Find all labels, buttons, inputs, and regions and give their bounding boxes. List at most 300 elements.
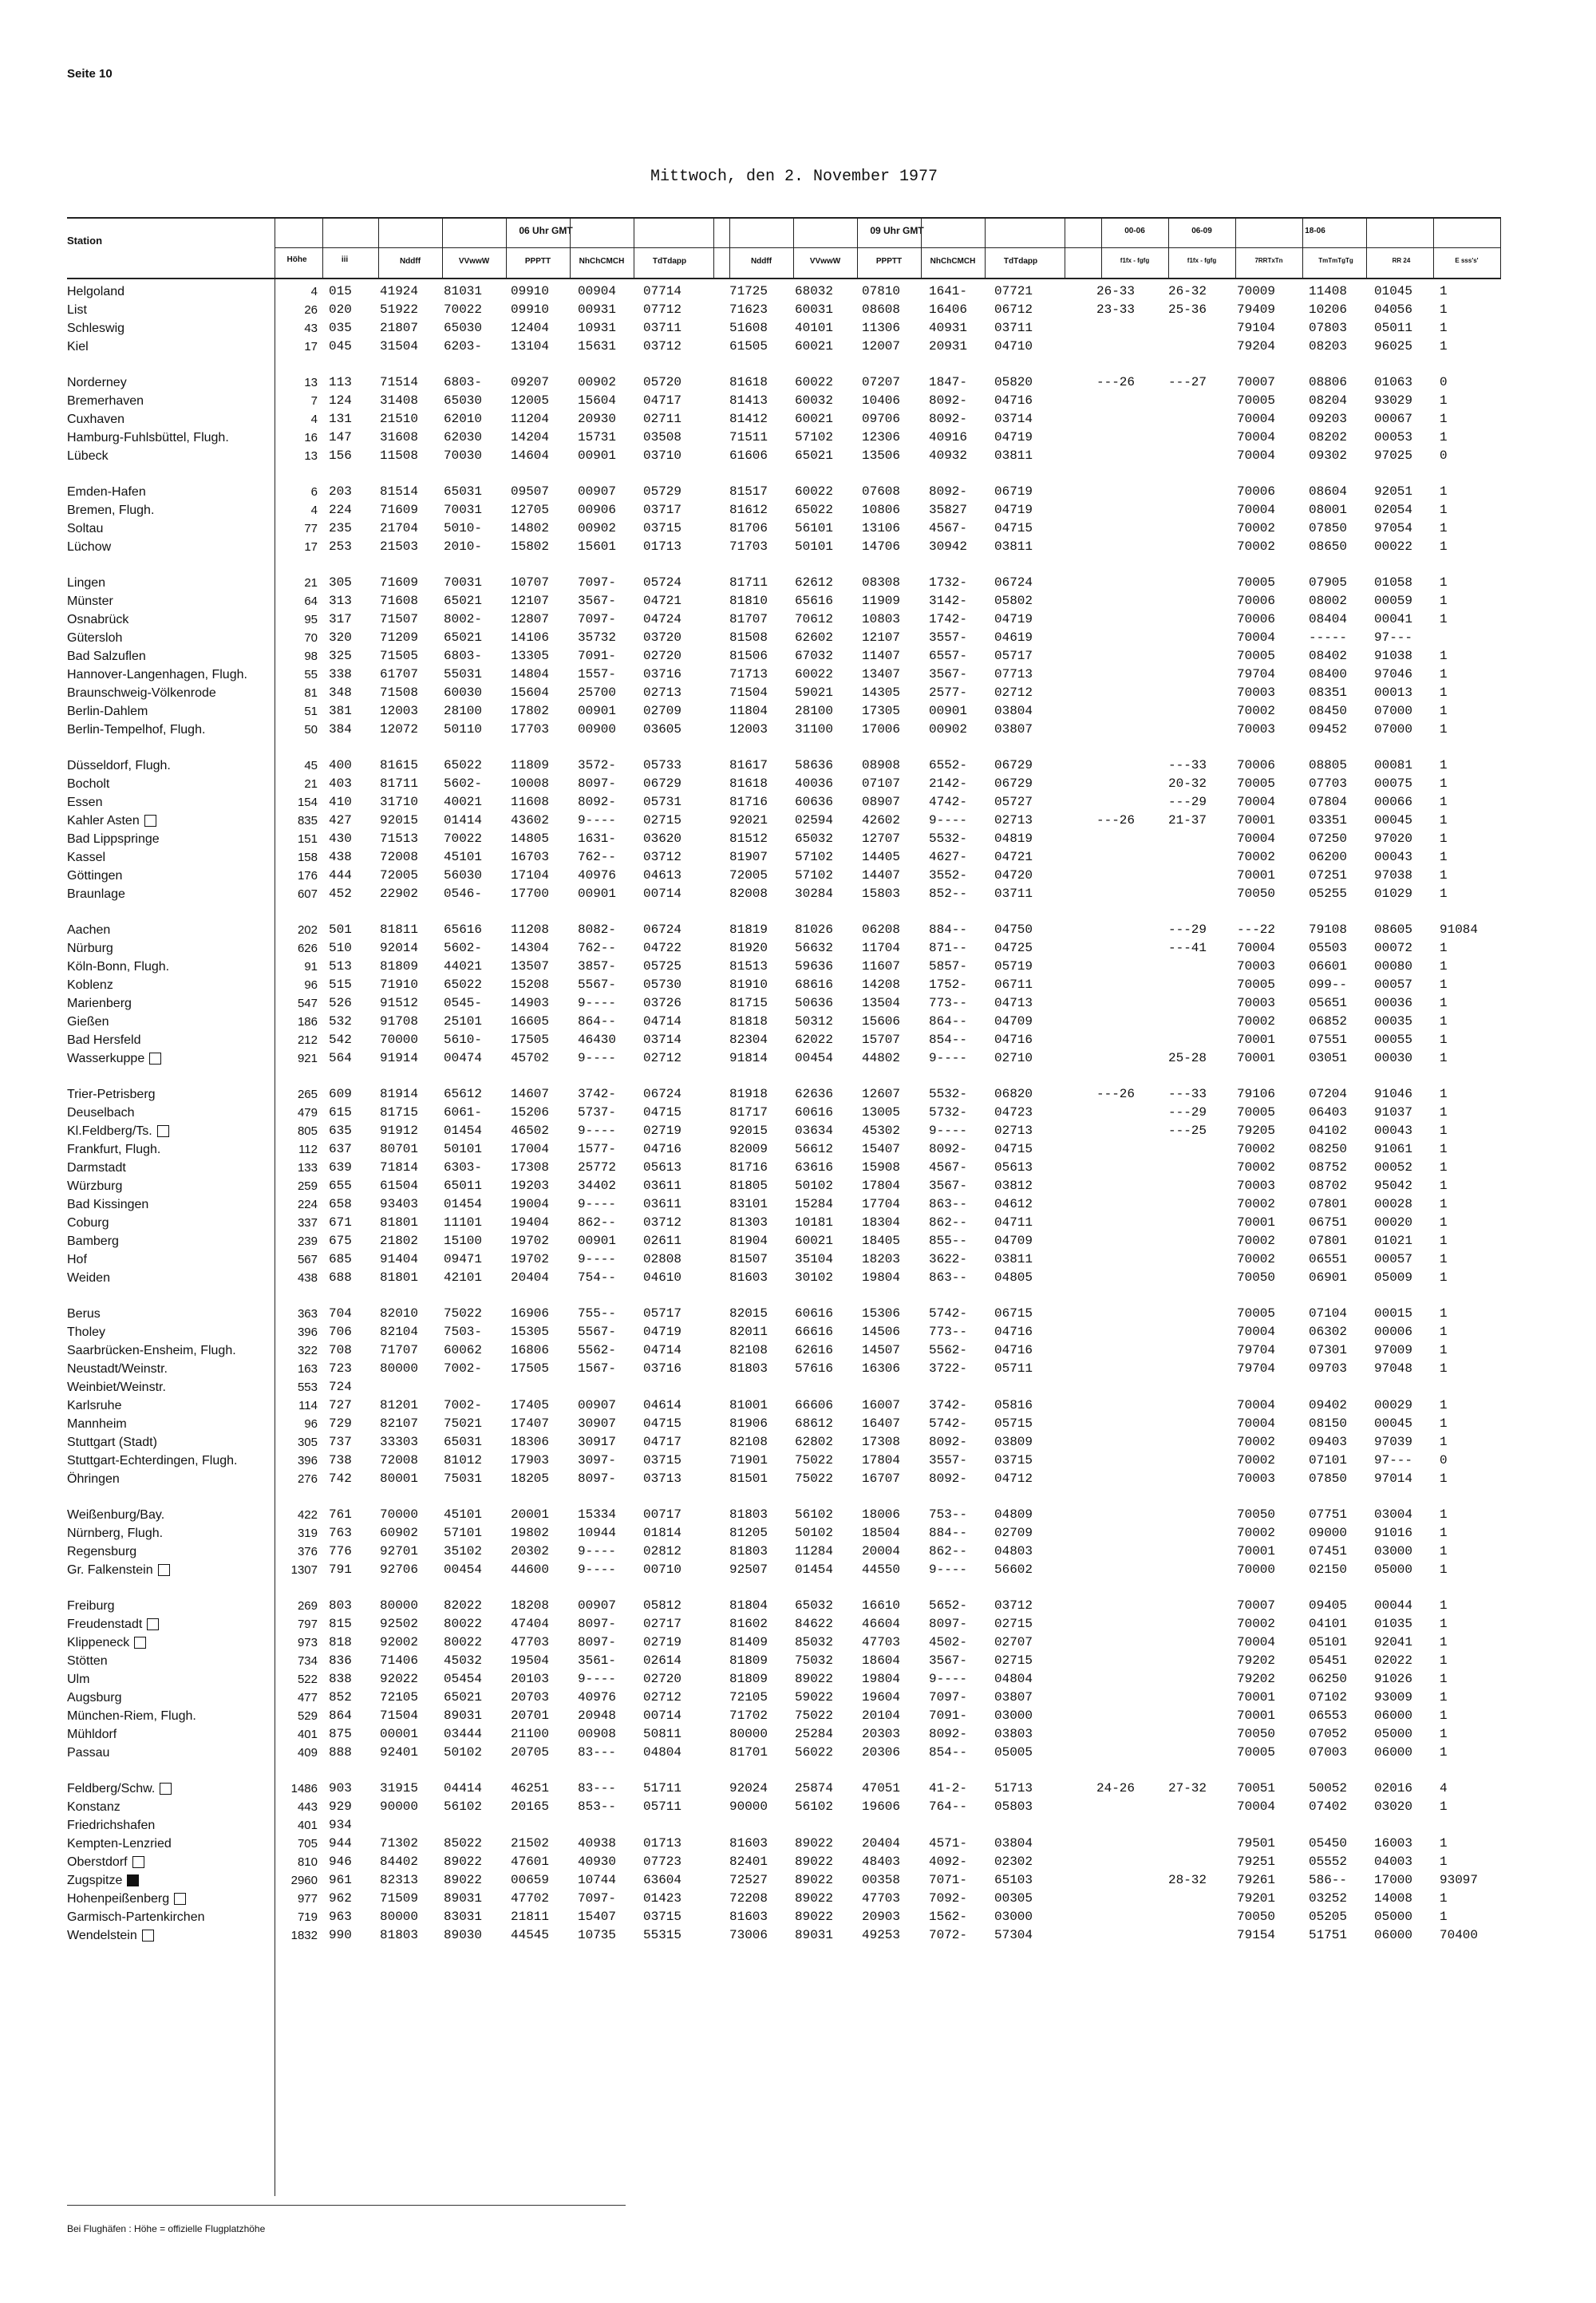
tdapp-06: 02717: [643, 1617, 682, 1631]
gust-06-09: 27-32: [1168, 1781, 1207, 1795]
tmtg: 09403: [1309, 1435, 1348, 1449]
header-group-09: 09 Uhr GMT: [870, 225, 924, 236]
nddff-06: 71707: [380, 1343, 419, 1357]
ppptt-09: 18504: [862, 1526, 901, 1540]
header-esss: E sss's': [1455, 257, 1479, 264]
elevation: 797: [297, 1618, 318, 1631]
ppptt-06: 17903: [511, 1453, 550, 1468]
vvwww-06: 09471: [444, 1252, 483, 1266]
ppptt-06: 17104: [511, 868, 550, 883]
ppptt-09: 17305: [862, 704, 901, 718]
tdapp-06: 06729: [643, 776, 682, 791]
column-rule: [713, 217, 714, 279]
clouds-06: 3567-: [578, 594, 617, 608]
rr-txtn: 70005: [1237, 1105, 1276, 1120]
vvwww-09: 50102: [795, 1526, 834, 1540]
tdapp-09: 06820: [994, 1087, 1033, 1101]
clouds-06: 25700: [578, 685, 617, 700]
elevation: 163: [297, 1362, 318, 1376]
station-name: Kl.Feldberg/Ts.: [67, 1122, 169, 1140]
ppptt-06: 00659: [511, 1873, 550, 1887]
table-row: [67, 976, 1500, 994]
station-index: 325: [329, 649, 352, 663]
rr-txtn: 70002: [1237, 704, 1276, 718]
clouds-06: 00931: [578, 302, 617, 317]
clouds-09: 855--: [929, 1234, 968, 1248]
clouds-09: 7092-: [929, 1891, 968, 1906]
square-icon: [158, 1564, 170, 1576]
ppptt-09: 17006: [862, 722, 901, 737]
esss: 1: [1440, 412, 1448, 426]
clouds-06: 8097-: [578, 1471, 617, 1486]
tdapp-06: 05812: [643, 1598, 682, 1613]
rr-txtn: 70002: [1237, 1252, 1276, 1266]
elevation: 835: [297, 814, 318, 828]
nddff-09: 81507: [729, 1252, 768, 1266]
tmtg: 08250: [1309, 1142, 1348, 1156]
nddff-06: 80000: [380, 1598, 419, 1613]
vvwww-09: 81026: [795, 922, 834, 937]
clouds-09: 9----: [929, 1562, 968, 1577]
gust-06-09: ---41: [1168, 941, 1207, 955]
vvwww-06: 7503-: [444, 1325, 483, 1339]
clouds-09: 3722-: [929, 1361, 968, 1376]
vvwww-09: 56101: [795, 521, 834, 535]
clouds-09: 4092-: [929, 1855, 968, 1869]
table-row: [67, 721, 1500, 739]
nddff-09: 81513: [729, 959, 768, 974]
station-name: Wendelstein: [67, 1926, 154, 1945]
station-name: Darmstadt: [67, 1161, 126, 1175]
esss: 1: [1440, 339, 1448, 354]
station-name: Karlsruhe: [67, 1399, 122, 1412]
tmtg: 07301: [1309, 1343, 1348, 1357]
tdapp-06: 03713: [643, 1471, 682, 1486]
nddff-06: 80701: [380, 1142, 419, 1156]
ppptt-06: 47404: [511, 1617, 550, 1631]
clouds-06: 7097-: [578, 575, 617, 590]
ppptt-06: 12705: [511, 503, 550, 517]
vvwww-06: 65030: [444, 321, 483, 335]
tdapp-06: 04715: [643, 1105, 682, 1120]
ppptt-09: 14507: [862, 1343, 901, 1357]
station-index: 427: [329, 813, 352, 828]
rr-txtn: 79251: [1237, 1855, 1276, 1869]
station-name: Ulm: [67, 1673, 90, 1686]
elevation: 114: [298, 1399, 318, 1412]
ppptt-06: 09207: [511, 375, 550, 389]
vvwww-09: 60022: [795, 375, 834, 389]
tdapp-09: 04711: [994, 1215, 1033, 1230]
rr-24: 00030: [1374, 1051, 1413, 1065]
rr-txtn: 79704: [1237, 667, 1276, 681]
table-row: [67, 1140, 1500, 1159]
station-index: 410: [329, 795, 352, 809]
esss: 1: [1440, 941, 1448, 955]
rr-24: 00041: [1374, 612, 1413, 626]
tdapp-06: 00714: [643, 1708, 682, 1723]
esss: 1: [1440, 850, 1448, 864]
station-name: Köln-Bonn, Flugh.: [67, 960, 170, 974]
tmtg: 06250: [1309, 1672, 1348, 1686]
tdapp-09: 05005: [994, 1745, 1033, 1760]
ppptt-06: 17308: [511, 1160, 550, 1175]
vvwww-09: 65032: [795, 832, 834, 846]
nddff-09: 80000: [729, 1727, 768, 1741]
clouds-06: 00907: [578, 1398, 617, 1412]
rr-24: 01063: [1374, 375, 1413, 389]
nddff-06: 82104: [380, 1325, 419, 1339]
vvwww-06: 70031: [444, 503, 483, 517]
gust-06-09: ---33: [1168, 758, 1207, 772]
clouds-09: 863--: [929, 1197, 968, 1211]
clouds-06: 10735: [578, 1928, 617, 1942]
ppptt-09: 14208: [862, 978, 901, 992]
vvwww-06: 65021: [444, 1690, 483, 1705]
ppptt-09: 15606: [862, 1014, 901, 1029]
station-name: Kassel: [67, 851, 106, 864]
vvwww-09: 60021: [795, 1234, 834, 1248]
table-row: [67, 1396, 1500, 1415]
nddff-06: 72008: [380, 1453, 419, 1468]
table-row: [67, 1378, 1500, 1396]
table-row: [67, 1543, 1500, 1561]
elevation: 607: [297, 887, 318, 901]
clouds-06: 3561-: [578, 1653, 617, 1668]
clouds-09: 5532-: [929, 832, 968, 846]
ppptt-06: 18208: [511, 1598, 550, 1613]
nddff-06: 71406: [380, 1653, 419, 1668]
tmtg: 07850: [1309, 1471, 1348, 1486]
gust-06-09: ---25: [1168, 1124, 1207, 1138]
nddff-06: 31504: [380, 339, 419, 354]
vvwww-06: 44021: [444, 959, 483, 974]
station-index: 113: [329, 375, 352, 389]
clouds-06: 30907: [578, 1416, 617, 1431]
rr-txtn: 79704: [1237, 1361, 1276, 1376]
station-index: 203: [329, 484, 352, 499]
clouds-06: 5567-: [578, 1325, 617, 1339]
station-index: 403: [329, 776, 352, 791]
vvwww-09: 25874: [795, 1781, 834, 1795]
ppptt-09: 08907: [862, 795, 901, 809]
nddff-09: 82108: [729, 1343, 768, 1357]
rr-txtn: 79704: [1237, 1343, 1276, 1357]
vvwww-09: 62612: [795, 575, 834, 590]
nddff-06: 92015: [380, 813, 419, 828]
clouds-06: 10744: [578, 1873, 617, 1887]
tdapp-06: 03715: [643, 1910, 682, 1924]
station-name: Lüchow: [67, 540, 112, 554]
square-icon: [174, 1893, 186, 1905]
table-row: [67, 1908, 1500, 1926]
tdapp-06: 00714: [643, 887, 682, 901]
ppptt-06: 17505: [511, 1361, 550, 1376]
table-row: [67, 867, 1500, 885]
elevation: 977: [297, 1892, 318, 1906]
nddff-06: 84402: [380, 1855, 419, 1869]
esss: 1: [1440, 1653, 1448, 1668]
tdapp-06: 50811: [643, 1727, 682, 1741]
tdapp-09: 03711: [994, 887, 1033, 901]
vvwww-06: 75022: [444, 1306, 483, 1321]
nddff-09: 81706: [729, 521, 768, 535]
ppptt-06: 20404: [511, 1270, 550, 1285]
rr-txtn: 70004: [1237, 630, 1276, 645]
table-row: [67, 756, 1500, 775]
station-index: 526: [329, 996, 352, 1010]
rr-24: 02016: [1374, 1781, 1413, 1795]
vvwww-09: 65032: [795, 1598, 834, 1613]
vvwww-09: 28100: [795, 704, 834, 718]
esss: 1: [1440, 1891, 1448, 1906]
vvwww-09: 56102: [795, 1799, 834, 1814]
tdapp-06: 03712: [643, 850, 682, 864]
ppptt-06: 17700: [511, 887, 550, 901]
nddff-06: 71609: [380, 575, 419, 590]
tdapp-06: 03611: [643, 1179, 682, 1193]
station-index: 156: [329, 448, 352, 463]
tmtg: 08400: [1309, 667, 1348, 681]
footnote: Bei Flughäfen : Höhe = offizielle Flugplatzhöhe: [67, 2223, 266, 2234]
station-name: Gr. Falkenstein: [67, 1561, 170, 1579]
clouds-06: 755--: [578, 1306, 617, 1321]
elevation: 479: [297, 1106, 318, 1120]
elevation: 401: [297, 1728, 318, 1741]
vvwww-06: 6803-: [444, 375, 483, 389]
table-row: [67, 848, 1500, 867]
nddff-06: 71910: [380, 978, 419, 992]
station-index: 430: [329, 832, 352, 846]
clouds-06: 34402: [578, 1179, 617, 1193]
vvwww-09: 50312: [795, 1014, 834, 1029]
ppptt-09: 00358: [862, 1873, 901, 1887]
ppptt-09: 16007: [862, 1398, 901, 1412]
clouds-09: 2142-: [929, 776, 968, 791]
esss: 1: [1440, 284, 1448, 298]
esss: 1: [1440, 795, 1448, 809]
table-row: [67, 1341, 1500, 1360]
clouds-09: 35827: [929, 503, 968, 517]
station-index: 513: [329, 959, 352, 974]
station-index: 723: [329, 1361, 352, 1376]
tmtg: -----: [1309, 630, 1348, 645]
rr-txtn: 79154: [1237, 1928, 1276, 1942]
header-09-clouds: NhChCMCH: [930, 257, 976, 266]
ppptt-06: 47702: [511, 1891, 550, 1906]
ppptt-06: 14204: [511, 430, 550, 444]
nddff-06: 31710: [380, 795, 419, 809]
vvwww-06: 89030: [444, 1928, 483, 1942]
elevation: 4: [310, 413, 318, 426]
table-row: [67, 483, 1500, 501]
tdapp-09: 04719: [994, 430, 1033, 444]
rr-24: 03004: [1374, 1507, 1413, 1522]
tdapp-09: 06715: [994, 1306, 1033, 1321]
ppptt-09: 19804: [862, 1270, 901, 1285]
station-index: 706: [329, 1325, 352, 1339]
rr-24: 05011: [1374, 321, 1413, 335]
clouds-06: 15601: [578, 539, 617, 554]
vvwww-06: 45032: [444, 1653, 483, 1668]
rr-24: 00029: [1374, 1398, 1413, 1412]
tdapp-09: 04716: [994, 1033, 1033, 1047]
rr-24: 00028: [1374, 1197, 1413, 1211]
esss: 1: [1440, 321, 1448, 335]
station-index: 724: [329, 1380, 352, 1394]
square-icon: [132, 1856, 144, 1868]
vvwww-06: 89022: [444, 1855, 483, 1869]
nddff-06: 41924: [380, 284, 419, 298]
rr-txtn: 70005: [1237, 1306, 1276, 1321]
station-name: Nürnberg, Flugh.: [67, 1527, 164, 1540]
ppptt-06: 14804: [511, 667, 550, 681]
nddff-06: 72105: [380, 1690, 419, 1705]
ppptt-09: 10406: [862, 393, 901, 408]
header-rr24: RR 24: [1392, 257, 1411, 264]
ppptt-09: 07608: [862, 484, 901, 499]
clouds-06: 00902: [578, 375, 617, 389]
tmtg: 09000: [1309, 1526, 1348, 1540]
rr-24: 02022: [1374, 1653, 1413, 1668]
tmtg: 08150: [1309, 1416, 1348, 1431]
station-index: 929: [329, 1799, 352, 1814]
tdapp-06: 03611: [643, 1197, 682, 1211]
station-index: 655: [329, 1179, 352, 1193]
station-name: Kiel: [67, 340, 89, 354]
ppptt-06: 09910: [511, 302, 550, 317]
tdapp-06: 55315: [643, 1928, 682, 1942]
rr-txtn: 79205: [1237, 1124, 1276, 1138]
esss: 1: [1440, 1215, 1448, 1230]
rr-24: 08605: [1374, 922, 1413, 937]
tdapp-09: 05727: [994, 795, 1033, 809]
station-index: 045: [329, 339, 352, 354]
clouds-09: 4567-: [929, 521, 968, 535]
tdapp-06: 01814: [643, 1526, 682, 1540]
rr-txtn: 70001: [1237, 1708, 1276, 1723]
tdapp-09: 03809: [994, 1435, 1033, 1449]
rr-txtn: 70001: [1237, 1544, 1276, 1558]
tmtg: 07551: [1309, 1033, 1348, 1047]
clouds-09: 7097-: [929, 1690, 968, 1705]
rr-24: 97020: [1374, 832, 1413, 846]
tmtg: 06200: [1309, 850, 1348, 864]
ppptt-09: 12007: [862, 339, 901, 354]
station-index: 510: [329, 941, 352, 955]
elevation: 269: [297, 1599, 318, 1613]
rr-24: 97038: [1374, 868, 1413, 883]
station-index: 015: [329, 284, 352, 298]
rr-24: 06000: [1374, 1708, 1413, 1723]
tmtg: 07850: [1309, 521, 1348, 535]
elevation: 363: [297, 1307, 318, 1321]
nddff-09: 81413: [729, 393, 768, 408]
nddff-06: 71209: [380, 630, 419, 645]
esss: 1: [1440, 1708, 1448, 1723]
tdapp-09: 03000: [994, 1708, 1033, 1723]
rr-txtn: 70050: [1237, 1910, 1276, 1924]
station-name: Lübeck: [67, 449, 109, 463]
tdapp-06: 02812: [643, 1544, 682, 1558]
vvwww-09: 67032: [795, 649, 834, 663]
ppptt-09: 17804: [862, 1179, 901, 1193]
tdapp-06: 02712: [643, 1051, 682, 1065]
station-name: Hamburg-Fuhlsbüttel, Flugh.: [67, 431, 229, 444]
gust-00-06: 24-26: [1096, 1781, 1136, 1795]
ppptt-09: 18604: [862, 1653, 901, 1668]
tmtg: 05552: [1309, 1855, 1348, 1869]
vvwww-06: 50102: [444, 1745, 483, 1760]
vvwww-06: 65030: [444, 393, 483, 408]
clouds-09: 9----: [929, 1124, 968, 1138]
tdapp-09: 03811: [994, 448, 1033, 463]
station-index: 400: [329, 758, 352, 772]
table-row: [67, 1744, 1500, 1762]
vvwww-09: 10181: [795, 1215, 834, 1230]
nddff-09: 71703: [729, 539, 768, 554]
elevation: 276: [297, 1472, 318, 1486]
clouds-06: 83---: [578, 1781, 617, 1795]
vvwww-06: 0546-: [444, 887, 483, 901]
rr-24: 91037: [1374, 1105, 1413, 1120]
elevation: 77: [304, 522, 318, 535]
elevation: 96: [304, 1417, 318, 1431]
nddff-09: 72105: [729, 1690, 768, 1705]
table-row: [67, 775, 1500, 793]
rr-24: 97---: [1374, 630, 1413, 645]
tdapp-06: 00717: [643, 1507, 682, 1522]
tdapp-09: 04719: [994, 612, 1033, 626]
table-row: [67, 1871, 1500, 1890]
rr-24: 00043: [1374, 850, 1413, 864]
station-index: 124: [329, 393, 352, 408]
rr-txtn: 70001: [1237, 1033, 1276, 1047]
vvwww-06: 70022: [444, 302, 483, 317]
clouds-06: 1567-: [578, 1361, 617, 1376]
nddff-06: 81809: [380, 959, 419, 974]
tdapp-09: 06729: [994, 776, 1033, 791]
vvwww-09: 89022: [795, 1672, 834, 1686]
rr-txtn: 70002: [1237, 539, 1276, 554]
table-row: [67, 538, 1500, 556]
vvwww-06: 65021: [444, 594, 483, 608]
rr-24: 97039: [1374, 1435, 1413, 1449]
rr-txtn: 70002: [1237, 1617, 1276, 1631]
esss: 1: [1440, 1270, 1448, 1285]
vvwww-09: 59021: [795, 685, 834, 700]
table-row: [67, 1707, 1500, 1725]
vvwww-09: 59022: [795, 1690, 834, 1705]
nddff-06: 71609: [380, 503, 419, 517]
table-row: [67, 410, 1500, 429]
ppptt-09: 20303: [862, 1727, 901, 1741]
clouds-09: 753--: [929, 1507, 968, 1522]
vvwww-06: 50101: [444, 1142, 483, 1156]
nddff-06: 82010: [380, 1306, 419, 1321]
vvwww-06: 35102: [444, 1544, 483, 1558]
clouds-06: 5567-: [578, 978, 617, 992]
elevation: 17: [304, 340, 318, 354]
nddff-06: 51922: [380, 302, 419, 317]
tdapp-09: 56602: [994, 1562, 1033, 1577]
vvwww-06: 89022: [444, 1873, 483, 1887]
tdapp-09: 04720: [994, 868, 1033, 883]
tmtg: 08202: [1309, 430, 1348, 444]
elevation: 443: [297, 1800, 318, 1814]
vvwww-06: 8002-: [444, 612, 483, 626]
rr-txtn: 70001: [1237, 1215, 1276, 1230]
